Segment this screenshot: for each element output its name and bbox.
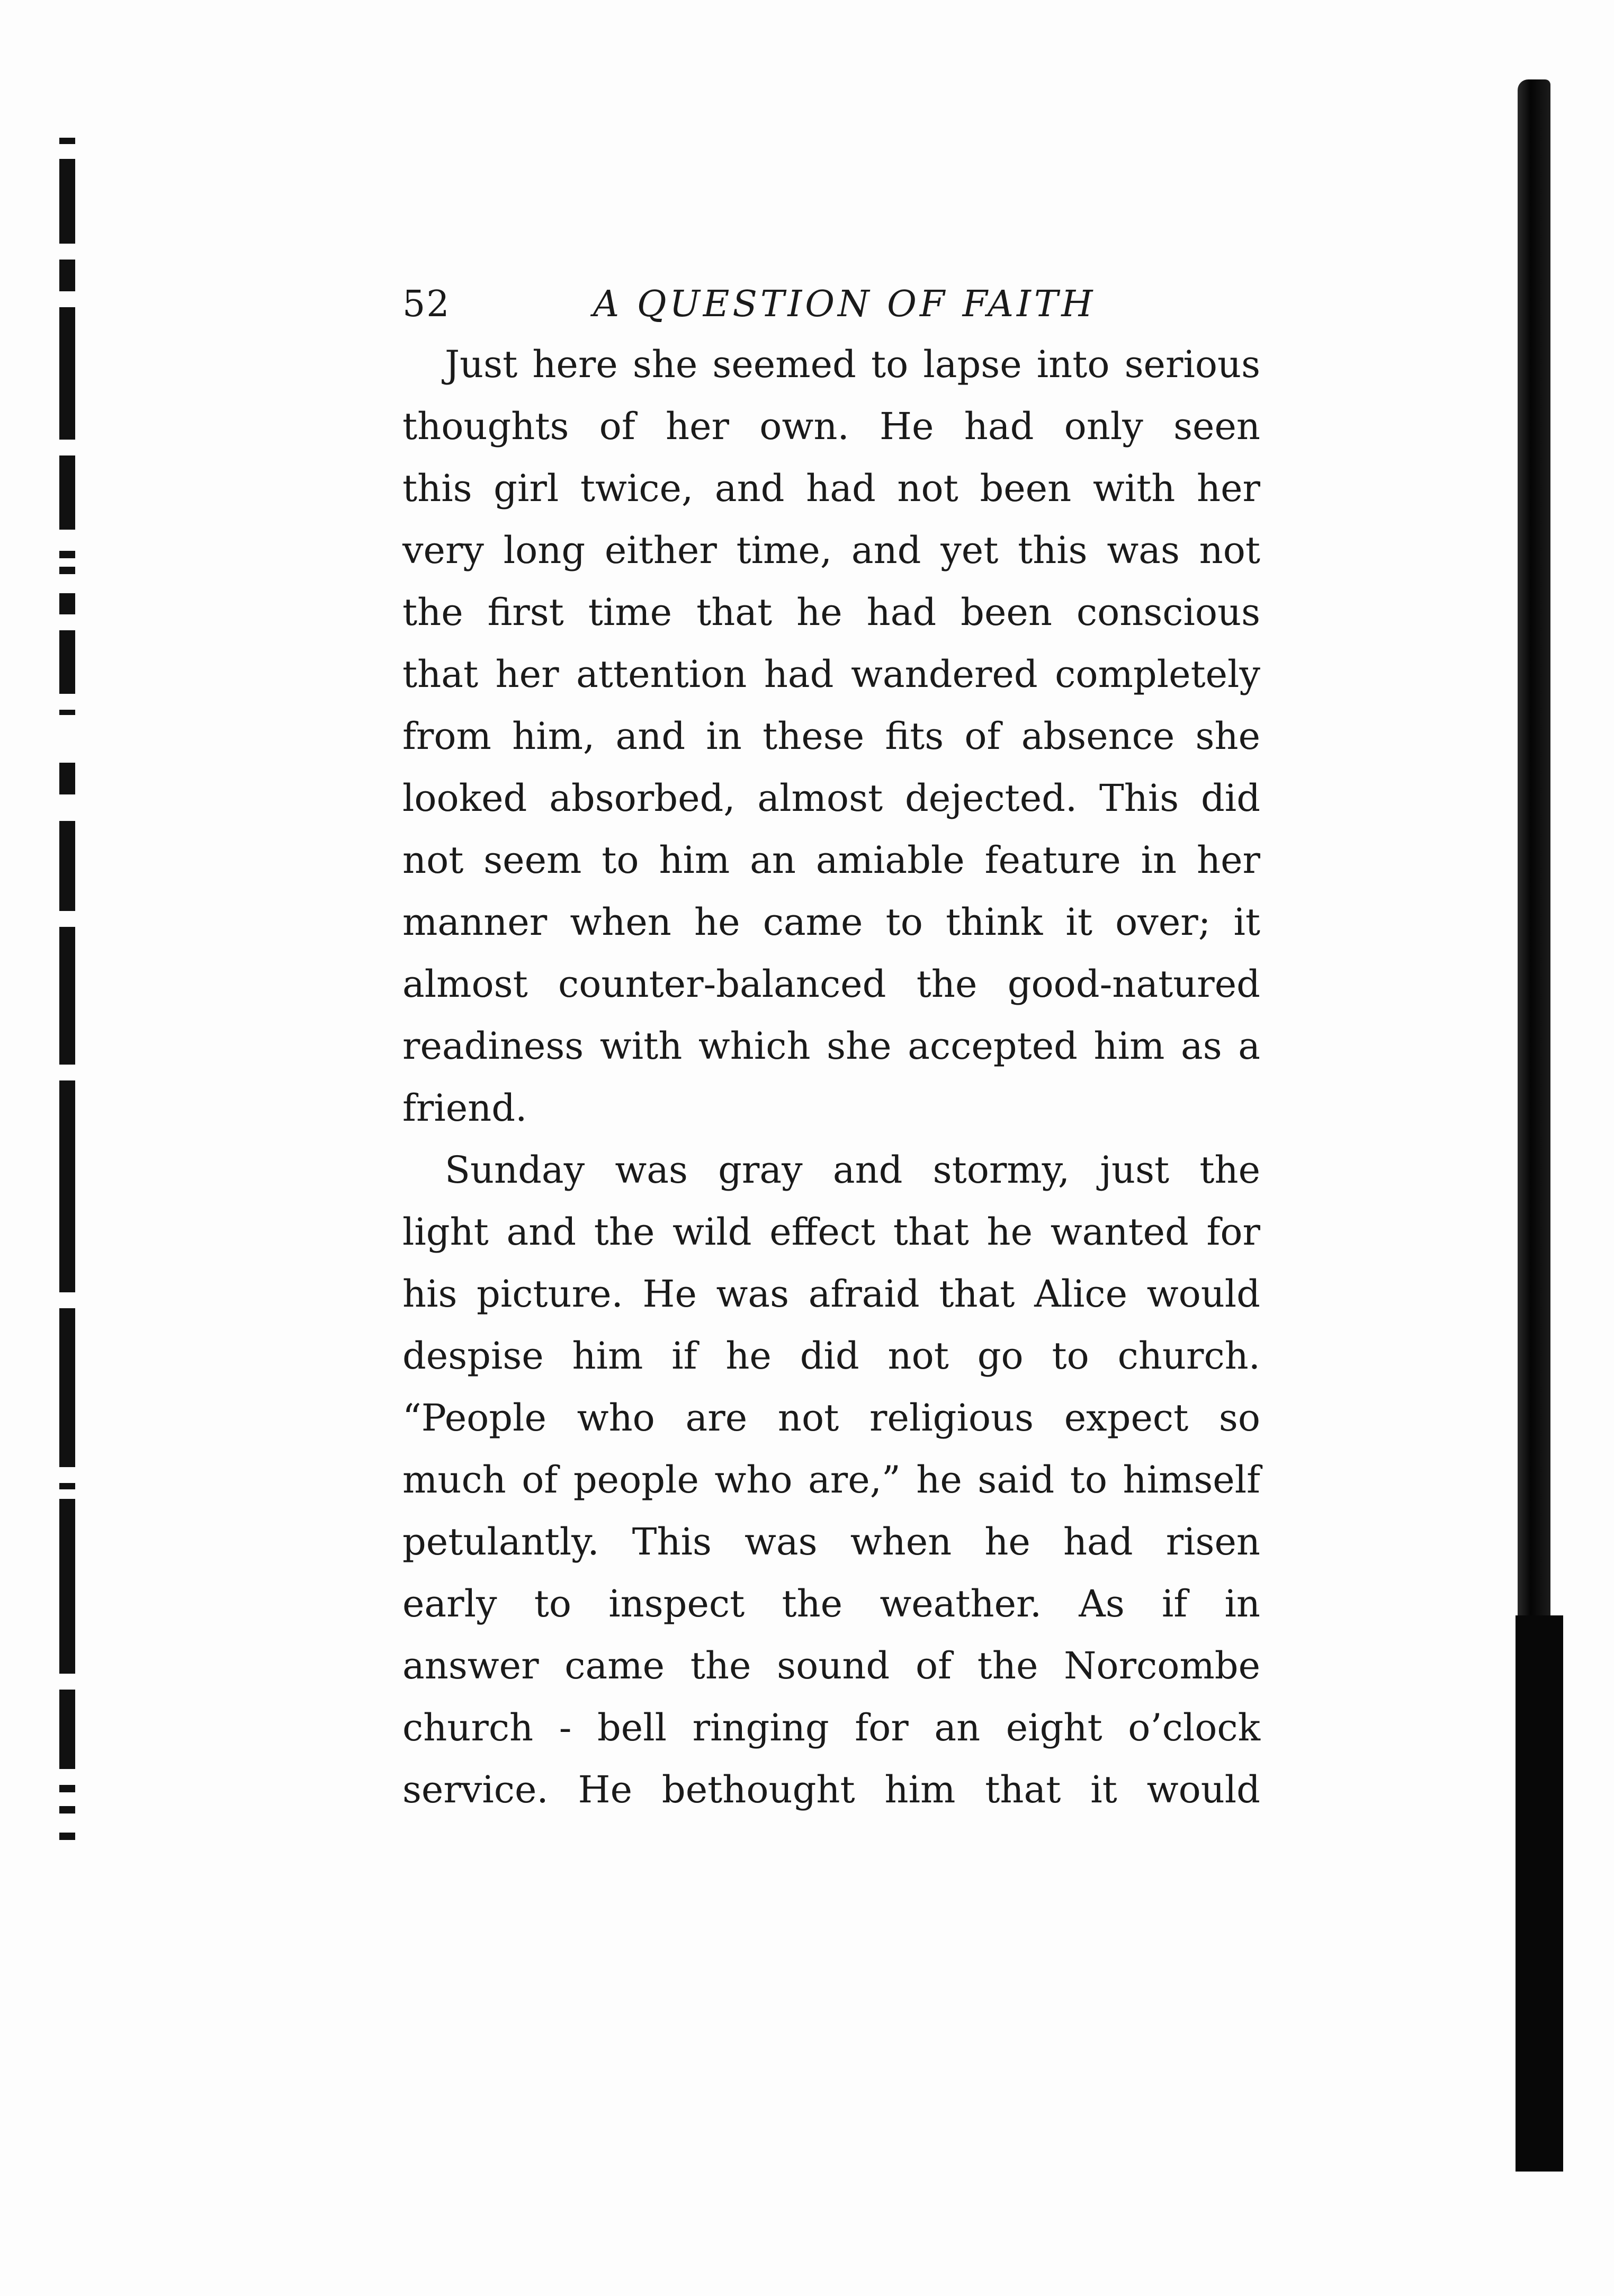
paragraph-2 — [402, 1139, 1260, 1821]
left-edge-scan-marks — [59, 138, 80, 1859]
text-line: the first time that he had been conscious — [402, 591, 1260, 634]
text-line: looked absorbed, almost dejected. This did — [402, 776, 1260, 820]
text-line: thoughts of her own. He had only seen — [402, 405, 1260, 448]
text-line: this girl twice, and had not been with her — [402, 467, 1260, 510]
text-line: petulantly. This was when he had risen — [402, 1520, 1260, 1564]
text-line: very long either time, and yet this was not — [402, 529, 1260, 572]
text-line: much of people who are,” he said to himself — [402, 1458, 1260, 1502]
text-line: from him, and in these fits of absence she — [402, 714, 1260, 758]
binding-shadow-lower — [1516, 1615, 1563, 2172]
text-line: light and the wild effect that he wanted for — [402, 1210, 1260, 1254]
text-line: church - bell ringing for an eight o’clock — [402, 1706, 1260, 1749]
text-line: “People who are not religious expect so — [402, 1396, 1260, 1440]
running-head — [402, 275, 1260, 334]
page-number: 52 — [402, 283, 451, 325]
text-line: friend. — [402, 1086, 527, 1130]
text-line: that her attention had wandered completely — [402, 653, 1260, 696]
text-line: service. He bethought him that it would — [402, 1768, 1260, 1811]
text-line: despise him if he did not go to church. — [402, 1334, 1260, 1378]
text-line: readiness with which she accepted him as a — [402, 1024, 1260, 1068]
paragraph-1 — [402, 334, 1260, 1139]
text-line: Just here she seemed to lapse into serious — [445, 343, 1260, 386]
page-text-block — [402, 275, 1260, 1821]
text-line: not seem to him an amiable feature in her — [402, 838, 1260, 882]
text-line: answer came the sound of the Norcombe — [402, 1644, 1260, 1687]
text-line: Sunday was gray and stormy, just the — [445, 1148, 1260, 1192]
text-line: early to inspect the weather. As if in — [402, 1582, 1260, 1625]
text-line: his picture. He was afraid that Alice would — [402, 1272, 1260, 1316]
text-line: manner when he came to think it over; it — [402, 900, 1260, 944]
text-line: almost counter-balanced the good-natured — [402, 962, 1260, 1006]
running-title: A QUESTION OF FAITH — [593, 283, 1096, 325]
